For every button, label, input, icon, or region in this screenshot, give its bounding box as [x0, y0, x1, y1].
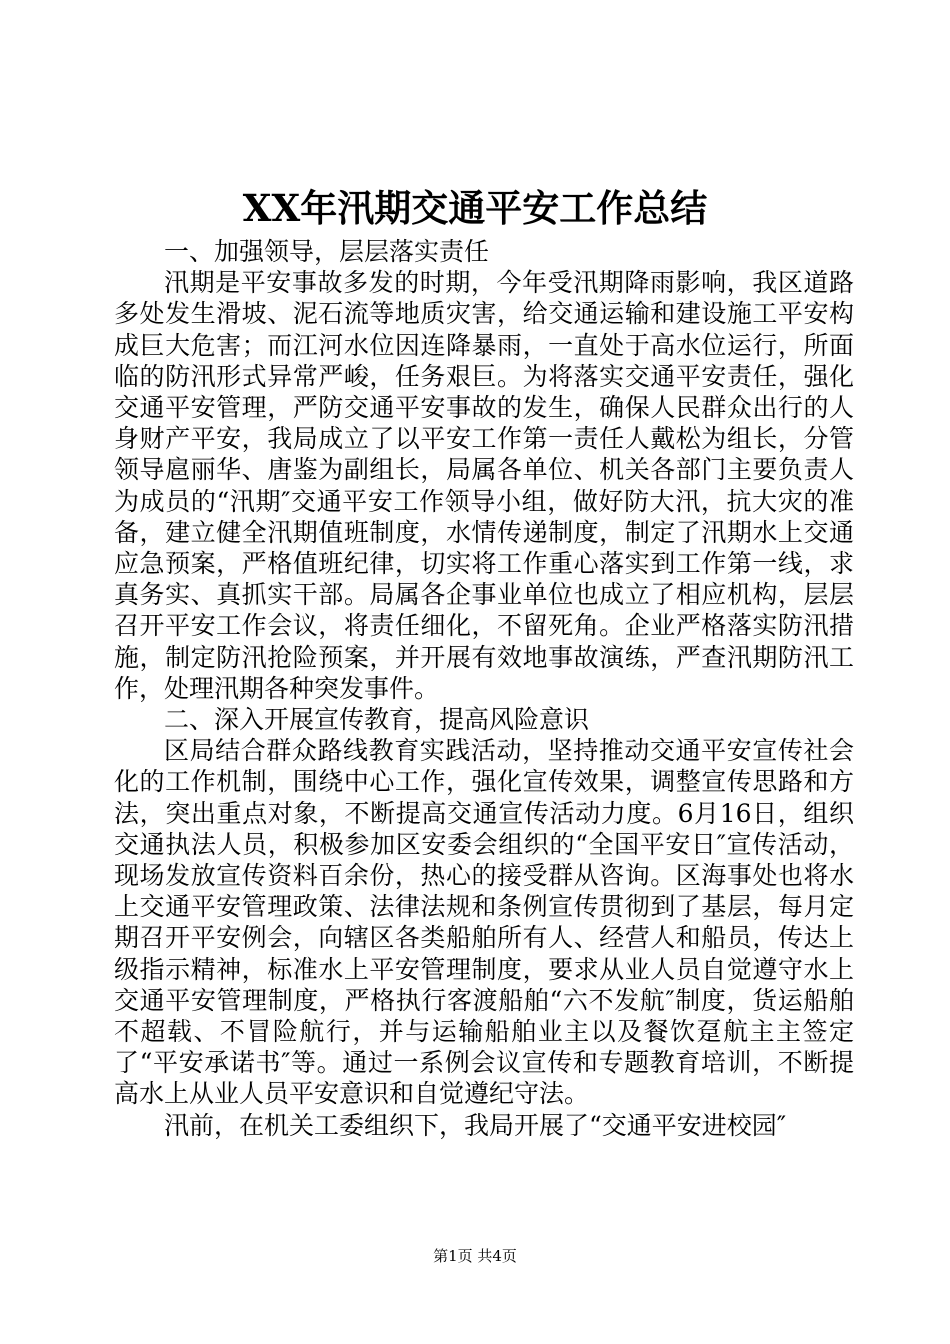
paragraph-2: 区局结合群众路线教育实践活动，坚持推动交通平安宣传社会化的工作机制，围绕中心工作，强化宣传效果，调整宣传思路和方法，突出重点对象，不断提高交通宣传活动力度。6月16日，组织交通执法人员，积极参加区安委会组织的“全国平安日″宣传活动，现场发放宣传资料百余份，热心的接受群从咨询。区海事处也将水上交通平安管理政策、法律法规和条例宣传贯彻到了基层，每月定期召开平安例会，向辖区各类船舶所有人、经营人和船员，传达上级指示精神，标准水上平安管理制度，要求从业人员自觉遵守水上交通平安管理制度，严格执行客渡船舶“六不发航″制度，货运船舶不超载、不冒险航行，并与运输船舶业主以及餐饮趸航主主签定了“平安承诺书″等。通过一系例会议宣传和专题教育培训，不断提高水上从业人员平安意识和自觉遵纪守法。: [114, 736, 854, 1109]
section-heading-1: 一、加强领导，层层落实责任: [164, 237, 490, 266]
document-title: XX年汛期交通平安工作总结: [242, 186, 708, 230]
section-heading-2: 二、深入开展宣传教育，提高风险意识: [164, 705, 590, 735]
paragraph-3: 汛前，在机关工委组织下，我局开展了“交通平安进校园″: [164, 1110, 787, 1140]
page-footer: 第1页 共4页: [433, 1247, 517, 1265]
document-body: [114, 236, 854, 1141]
paragraph-1: 汛期是平安事故多发的时期，今年受汛期降雨影响，我区道路多处发生滑坡、泥石流等地质灾害，给交通运输和建设施工平安构成巨大危害；而江河水位因连降暴雨，一直处于高水位运行，所面临的防汛形式异常严峻，任务艰巨。为将落实交通平安责任，强化交通平安管理，严防交通平安事故的发生，确保人民群众出行的人身财产平安，我局成立了以平安工作第一责任人戴松为组长，分管领导扈丽华、唐鉴为副组长，局属各单位、机关各部门主要负责人为成员的“汛期″交通平安工作领导小组，做好防大汛，抗大灾的准备，建立健全汛期值班制度，水情传递制度，制定了汛期水上交通应急预案，严格值班纪律，切实将工作重心落实到工作第一线，求真务实、真抓实干部。局属各企事业单位也成立了相应机构，层层召开平安工作会议，将责任细化，不留死角。企业严格落实防汛措施，制定防汛抢险预案，并开展有效地事故演练，严查汛期防汛工作，处理汛期各种突发事件。: [114, 268, 854, 703]
